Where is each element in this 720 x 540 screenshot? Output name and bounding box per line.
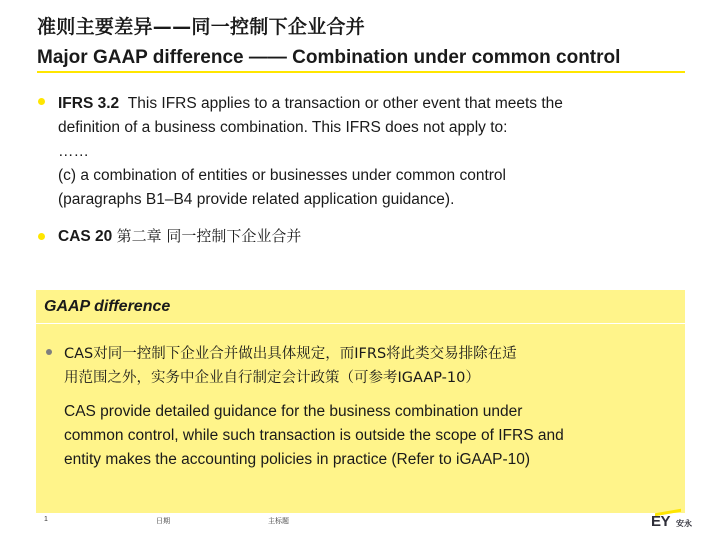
- box-line: common control, while such transaction is outside the scope of IFRS and: [64, 427, 564, 444]
- bullet-line: (c) a combination of entities or businesses under common control: [58, 167, 506, 184]
- slide-title-english: Major GAAP difference —— Combination under common control: [37, 47, 621, 68]
- slide-title-chinese: 准则主要差异——同一控制下企业合并: [37, 16, 366, 38]
- box-item: [44, 342, 694, 472]
- bullet-line: definition of a business combination. This IFRS does not apply to:: [58, 119, 508, 136]
- page-number: 1: [44, 516, 48, 523]
- box-line: CAS对同一控制下企业合并做出具体规定，而IFRS将此类交易排除在适: [64, 346, 517, 362]
- box-text-chinese: [64, 342, 694, 390]
- bullet-ifrs: [37, 92, 687, 212]
- bullet-dot-icon: [38, 98, 45, 105]
- box-line: entity makes the accounting policies in practice (Refer to iGAAP-10): [64, 451, 531, 468]
- title-underline: [37, 71, 685, 73]
- footer-date: 日期: [156, 517, 170, 525]
- ey-logo: [651, 511, 695, 533]
- bullet-line: (paragraphs B1–B4 provide related application guidance).: [58, 191, 455, 208]
- bullet-dot-icon: [38, 233, 45, 240]
- box-divider: [36, 323, 685, 324]
- box-text-english: [64, 400, 694, 472]
- bullet-cas: [37, 224, 687, 249]
- bullet-text: 第二章 同一控制下企业合并: [116, 227, 302, 245]
- box-line: CAS provide detailed guidance for the business combination under: [64, 403, 523, 420]
- bullet-text: This IFRS applies to a transaction or other event that meets the: [127, 95, 563, 112]
- bullet-line: ……: [58, 143, 89, 160]
- bullet-line: [58, 92, 687, 116]
- bullet-label: IFRS 3.2: [58, 95, 120, 112]
- box-heading: GAAP difference: [44, 298, 171, 315]
- gaap-difference-box: [36, 290, 685, 513]
- bullet-dot-icon: [46, 349, 52, 355]
- logo-chinese: 安永: [676, 519, 692, 528]
- bullet-list: [37, 92, 687, 249]
- bullet-label: CAS 20: [58, 228, 113, 245]
- box-line: 用范围之外，实务中企业自行制定会计政策（可参考IGAAP-10）: [64, 370, 480, 386]
- footer-title: 主标题: [268, 517, 289, 525]
- logo-text: EY: [651, 513, 671, 530]
